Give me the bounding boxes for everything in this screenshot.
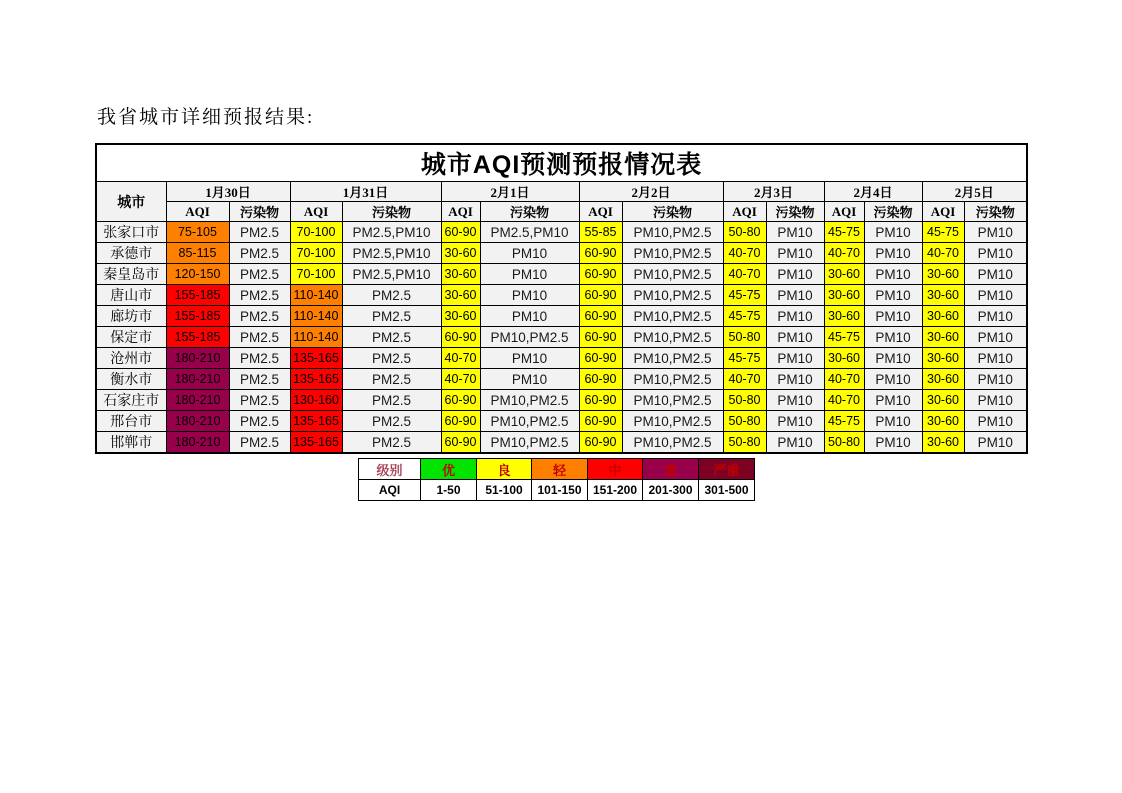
- aqi-value-cell: 45-75: [723, 348, 766, 369]
- aqi-value-cell: 30-60: [441, 243, 480, 264]
- aqi-value-cell: 120-150: [166, 264, 229, 285]
- pollutant-cell: PM10: [766, 411, 824, 432]
- aqi-value-cell: 40-70: [723, 264, 766, 285]
- aqi-value-cell: 155-185: [166, 327, 229, 348]
- aqi-value-cell: 30-60: [922, 348, 964, 369]
- aqi-value-cell: 70-100: [290, 243, 342, 264]
- date-header: 2月1日: [441, 182, 579, 202]
- pollutant-cell: PM10: [766, 327, 824, 348]
- pollutant-cell: PM2.5: [229, 306, 290, 327]
- aqi-value-cell: 50-80: [723, 327, 766, 348]
- aqi-value-cell: 45-75: [824, 411, 864, 432]
- aqi-value-cell: 60-90: [579, 369, 622, 390]
- aqi-value-cell: 60-90: [579, 348, 622, 369]
- date-header: 2月5日: [922, 182, 1027, 202]
- aqi-value-cell: 40-70: [723, 369, 766, 390]
- pollutant-cell: PM10: [964, 285, 1027, 306]
- legend-range-cell: 51-100: [477, 480, 532, 501]
- pollutant-cell: PM2.5,PM10: [342, 222, 441, 243]
- aqi-level-legend: [358, 458, 755, 501]
- city-cell: 唐山市: [96, 285, 166, 306]
- pollutant-sub-header: 污染物: [766, 202, 824, 222]
- intro-text: 我省城市详细预报结果:: [97, 107, 315, 128]
- legend-range-cell: 301-500: [699, 480, 755, 501]
- city-cell: 秦皇岛市: [96, 264, 166, 285]
- legend-level-cell: 良: [477, 459, 532, 480]
- aqi-value-cell: 70-100: [290, 264, 342, 285]
- pollutant-cell: PM2.5: [229, 369, 290, 390]
- pollutant-cell: PM10: [964, 411, 1027, 432]
- aqi-value-cell: 60-90: [579, 390, 622, 411]
- pollutant-cell: PM2.5: [342, 285, 441, 306]
- pollutant-cell: PM10,PM2.5: [480, 390, 579, 411]
- pollutant-cell: PM10: [480, 264, 579, 285]
- aqi-value-cell: 30-60: [824, 285, 864, 306]
- aqi-value-cell: 30-60: [824, 264, 864, 285]
- pollutant-cell: PM2.5: [229, 264, 290, 285]
- table-row: [96, 369, 1027, 390]
- aqi-value-cell: 45-75: [824, 222, 864, 243]
- date-header: 2月2日: [579, 182, 723, 202]
- legend-level-cell: 严重: [699, 459, 755, 480]
- pollutant-cell: PM10,PM2.5: [480, 327, 579, 348]
- aqi-value-cell: 50-80: [723, 432, 766, 454]
- aqi-value-cell: 85-115: [166, 243, 229, 264]
- legend-level-cell: 中: [588, 459, 643, 480]
- pollutant-cell: PM10: [964, 306, 1027, 327]
- aqi-value-cell: 45-75: [824, 327, 864, 348]
- city-cell: 邯郸市: [96, 432, 166, 454]
- aqi-value-cell: 30-60: [922, 327, 964, 348]
- aqi-value-cell: 60-90: [441, 432, 480, 454]
- table-row: [96, 285, 1027, 306]
- aqi-value-cell: 180-210: [166, 432, 229, 454]
- legend-range-cell: 151-200: [588, 480, 643, 501]
- aqi-value-cell: 30-60: [441, 285, 480, 306]
- pollutant-cell: PM2.5: [229, 243, 290, 264]
- city-cell: 邢台市: [96, 411, 166, 432]
- aqi-value-cell: 60-90: [441, 390, 480, 411]
- table-row: [96, 348, 1027, 369]
- aqi-value-cell: 180-210: [166, 369, 229, 390]
- aqi-value-cell: 135-165: [290, 348, 342, 369]
- aqi-value-cell: 50-80: [723, 222, 766, 243]
- aqi-value-cell: 60-90: [579, 306, 622, 327]
- aqi-value-cell: 30-60: [922, 285, 964, 306]
- aqi-value-cell: 130-160: [290, 390, 342, 411]
- pollutant-cell: PM10: [964, 243, 1027, 264]
- pollutant-sub-header: 污染物: [342, 202, 441, 222]
- legend-range-cell: 1-50: [421, 480, 477, 501]
- pollutant-cell: PM10: [766, 264, 824, 285]
- pollutant-cell: PM2.5: [229, 222, 290, 243]
- legend-range-cell: 101-150: [532, 480, 588, 501]
- aqi-value-cell: 50-80: [723, 411, 766, 432]
- pollutant-sub-header: 污染物: [622, 202, 723, 222]
- pollutant-sub-header: 污染物: [964, 202, 1027, 222]
- pollutant-cell: PM2.5: [342, 327, 441, 348]
- aqi-value-cell: 75-105: [166, 222, 229, 243]
- pollutant-cell: PM2.5: [229, 411, 290, 432]
- pollutant-cell: PM10,PM2.5: [622, 390, 723, 411]
- aqi-value-cell: 180-210: [166, 348, 229, 369]
- aqi-value-cell: 60-90: [579, 327, 622, 348]
- pollutant-cell: PM10,PM2.5: [622, 264, 723, 285]
- pollutant-cell: PM10: [766, 222, 824, 243]
- aqi-value-cell: 40-70: [441, 369, 480, 390]
- aqi-value-cell: 45-75: [922, 222, 964, 243]
- pollutant-cell: PM10: [864, 390, 922, 411]
- aqi-value-cell: 40-70: [824, 390, 864, 411]
- aqi-value-cell: 30-60: [824, 348, 864, 369]
- legend-aqi-label: AQI: [359, 480, 421, 501]
- city-cell: 承德市: [96, 243, 166, 264]
- pollutant-cell: PM2.5: [342, 306, 441, 327]
- legend-level-cell: 优: [421, 459, 477, 480]
- legend-range-cell: 201-300: [643, 480, 699, 501]
- pollutant-cell: PM10: [864, 264, 922, 285]
- aqi-sub-header: AQI: [922, 202, 964, 222]
- aqi-value-cell: 30-60: [441, 264, 480, 285]
- city-cell: 张家口市: [96, 222, 166, 243]
- aqi-value-cell: 110-140: [290, 327, 342, 348]
- table-row: [96, 264, 1027, 285]
- pollutant-cell: PM2.5: [229, 327, 290, 348]
- pollutant-cell: PM10,PM2.5: [622, 327, 723, 348]
- pollutant-cell: PM10,PM2.5: [622, 411, 723, 432]
- pollutant-cell: PM2.5: [342, 348, 441, 369]
- aqi-value-cell: 60-90: [441, 222, 480, 243]
- table-row: [96, 390, 1027, 411]
- aqi-value-cell: 135-165: [290, 369, 342, 390]
- pollutant-cell: PM10: [964, 390, 1027, 411]
- aqi-value-cell: 60-90: [579, 432, 622, 454]
- aqi-value-cell: 30-60: [922, 306, 964, 327]
- table-row: [96, 222, 1027, 243]
- pollutant-cell: PM2.5,PM10: [480, 222, 579, 243]
- city-cell: 石家庄市: [96, 390, 166, 411]
- aqi-value-cell: 30-60: [922, 264, 964, 285]
- aqi-value-cell: 40-70: [723, 243, 766, 264]
- pollutant-cell: PM10: [766, 243, 824, 264]
- pollutant-cell: PM10: [964, 432, 1027, 454]
- pollutant-cell: PM10: [766, 390, 824, 411]
- pollutant-cell: PM10: [766, 306, 824, 327]
- aqi-value-cell: 135-165: [290, 411, 342, 432]
- pollutant-cell: PM10: [766, 432, 824, 454]
- aqi-value-cell: 30-60: [922, 390, 964, 411]
- pollutant-cell: PM2.5: [229, 348, 290, 369]
- pollutant-cell: PM10: [480, 369, 579, 390]
- pollutant-cell: PM2.5: [342, 432, 441, 454]
- pollutant-cell: PM2.5: [229, 432, 290, 454]
- aqi-value-cell: 30-60: [441, 306, 480, 327]
- aqi-value-cell: 50-80: [824, 432, 864, 454]
- date-header: 2月4日: [824, 182, 922, 202]
- pollutant-cell: PM10,PM2.5: [622, 243, 723, 264]
- aqi-sub-header: AQI: [290, 202, 342, 222]
- table-row: [96, 327, 1027, 348]
- pollutant-cell: PM10: [864, 348, 922, 369]
- pollutant-cell: PM10: [964, 222, 1027, 243]
- pollutant-cell: PM10,PM2.5: [622, 222, 723, 243]
- pollutant-cell: PM10: [864, 306, 922, 327]
- sub-header-row: [96, 202, 1027, 222]
- aqi-value-cell: 180-210: [166, 390, 229, 411]
- pollutant-cell: PM10: [864, 411, 922, 432]
- aqi-value-cell: 60-90: [579, 243, 622, 264]
- pollutant-cell: PM10,PM2.5: [622, 369, 723, 390]
- table-title: 城市AQI预测预报情况表: [96, 144, 1027, 182]
- aqi-value-cell: 40-70: [824, 369, 864, 390]
- pollutant-cell: PM10: [964, 327, 1027, 348]
- city-cell: 廊坊市: [96, 306, 166, 327]
- pollutant-cell: PM10: [766, 285, 824, 306]
- aqi-sub-header: AQI: [166, 202, 229, 222]
- aqi-value-cell: 110-140: [290, 285, 342, 306]
- aqi-sub-header: AQI: [441, 202, 480, 222]
- table-row: [96, 243, 1027, 264]
- city-cell: 沧州市: [96, 348, 166, 369]
- legend-level-cell: 重: [643, 459, 699, 480]
- date-header: 1月31日: [290, 182, 441, 202]
- pollutant-cell: PM10,PM2.5: [622, 285, 723, 306]
- pollutant-cell: PM10: [964, 369, 1027, 390]
- table-row: [96, 432, 1027, 454]
- legend-level-cell: 轻: [532, 459, 588, 480]
- aqi-value-cell: 155-185: [166, 285, 229, 306]
- pollutant-cell: PM2.5: [342, 390, 441, 411]
- table-row: [96, 411, 1027, 432]
- table-row: [96, 306, 1027, 327]
- pollutant-cell: PM10: [480, 348, 579, 369]
- aqi-value-cell: 45-75: [723, 306, 766, 327]
- pollutant-sub-header: 污染物: [864, 202, 922, 222]
- date-header: 2月3日: [723, 182, 824, 202]
- legend-range-row: [359, 480, 755, 501]
- pollutant-cell: PM10: [766, 348, 824, 369]
- pollutant-cell: PM2.5: [342, 369, 441, 390]
- aqi-value-cell: 30-60: [922, 369, 964, 390]
- pollutant-cell: PM10: [864, 243, 922, 264]
- aqi-value-cell: 60-90: [441, 411, 480, 432]
- table-title-row: [96, 144, 1027, 182]
- date-header-row: [96, 182, 1027, 202]
- date-header: 1月30日: [166, 182, 290, 202]
- aqi-value-cell: 30-60: [922, 411, 964, 432]
- pollutant-sub-header: 污染物: [480, 202, 579, 222]
- pollutant-cell: PM2.5,PM10: [342, 264, 441, 285]
- pollutant-cell: PM2.5,PM10: [342, 243, 441, 264]
- legend-level-row: [359, 459, 755, 480]
- pollutant-cell: PM10: [480, 285, 579, 306]
- pollutant-cell: PM10: [480, 243, 579, 264]
- aqi-value-cell: 40-70: [922, 243, 964, 264]
- pollutant-cell: PM2.5: [342, 411, 441, 432]
- aqi-sub-header: AQI: [579, 202, 622, 222]
- aqi-value-cell: 50-80: [723, 390, 766, 411]
- pollutant-cell: PM10,PM2.5: [480, 432, 579, 454]
- pollutant-cell: PM10: [864, 369, 922, 390]
- city-cell: 衡水市: [96, 369, 166, 390]
- aqi-value-cell: 155-185: [166, 306, 229, 327]
- aqi-value-cell: 70-100: [290, 222, 342, 243]
- pollutant-cell: PM10: [864, 327, 922, 348]
- aqi-sub-header: AQI: [723, 202, 766, 222]
- pollutant-cell: PM2.5: [229, 390, 290, 411]
- city-column-header: 城市: [96, 182, 166, 222]
- aqi-value-cell: 60-90: [579, 285, 622, 306]
- aqi-value-cell: 60-90: [579, 411, 622, 432]
- aqi-value-cell: 45-75: [723, 285, 766, 306]
- aqi-value-cell: 60-90: [579, 264, 622, 285]
- aqi-value-cell: 40-70: [824, 243, 864, 264]
- pollutant-cell: PM10: [864, 285, 922, 306]
- aqi-value-cell: 30-60: [824, 306, 864, 327]
- pollutant-cell: PM10: [864, 222, 922, 243]
- pollutant-cell: PM10,PM2.5: [622, 306, 723, 327]
- aqi-value-cell: 180-210: [166, 411, 229, 432]
- aqi-sub-header: AQI: [824, 202, 864, 222]
- aqi-value-cell: 40-70: [441, 348, 480, 369]
- pollutant-cell: PM10: [766, 369, 824, 390]
- city-cell: 保定市: [96, 327, 166, 348]
- pollutant-cell: PM2.5: [229, 285, 290, 306]
- aqi-value-cell: 55-85: [579, 222, 622, 243]
- aqi-value-cell: 60-90: [441, 327, 480, 348]
- pollutant-cell: PM10,PM2.5: [480, 411, 579, 432]
- pollutant-cell: PM10,PM2.5: [622, 348, 723, 369]
- legend-level-label: 级别: [359, 459, 421, 480]
- aqi-value-cell: 110-140: [290, 306, 342, 327]
- pollutant-cell: PM10,PM2.5: [622, 432, 723, 454]
- pollutant-cell: PM10: [964, 348, 1027, 369]
- aqi-value-cell: 30-60: [922, 432, 964, 454]
- aqi-value-cell: 135-165: [290, 432, 342, 454]
- pollutant-cell: PM10: [864, 432, 922, 454]
- pollutant-cell: PM10: [480, 306, 579, 327]
- aqi-forecast-table: [95, 143, 1028, 454]
- pollutant-sub-header: 污染物: [229, 202, 290, 222]
- pollutant-cell: PM10: [964, 264, 1027, 285]
